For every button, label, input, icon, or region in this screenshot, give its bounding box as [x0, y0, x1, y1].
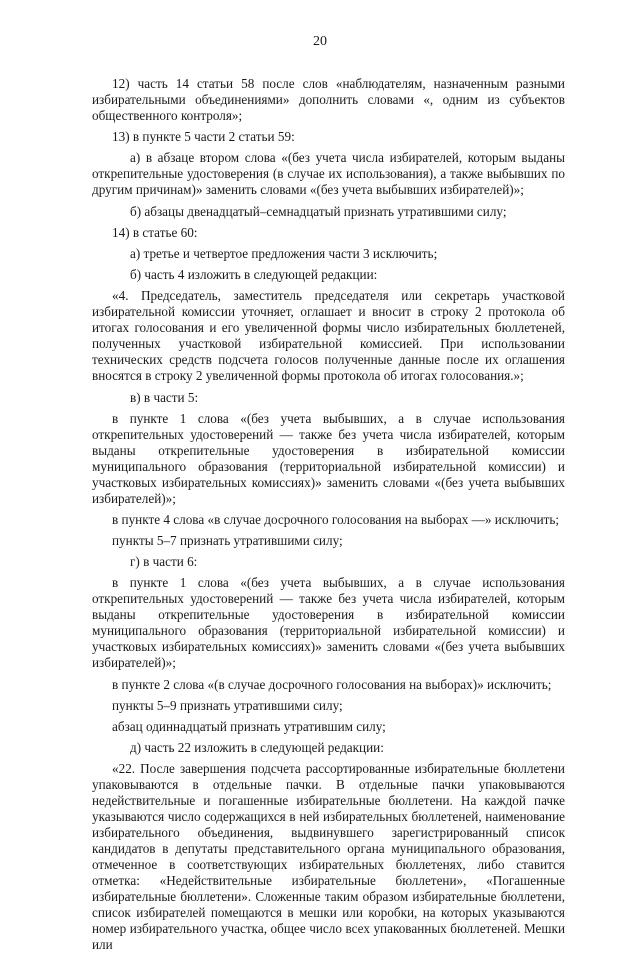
- paragraph-subitem-a: а) третье и четвертое предложения части 3 исключить;: [130, 245, 438, 261]
- page-number: 20: [313, 34, 327, 49]
- paragraph-text: пункты 5–9 признать утратившими силу;: [112, 697, 343, 713]
- paragraph-subitem-b: б) часть 4 изложить в следующей редакции:: [130, 267, 378, 283]
- quoted-part-22: «22. После завершения подсчета рассортированные избирательные бюллетени упаковываются в отдельные пачки. В отдельные пачки упаковываются недействительные и погашенные избирательные бюллетени. На каждой пачке указываются число содержащихся в ней избирательных бюллетеней, наименование избирательного объединения, выдвинувшего зарегистрированный список кандидатов в депутаты представительного органа муниципального образования, отмеченное в соответствующих избирательных бюллетенях, либо ставится отметка: «Недействительные избирательные бюллетени», «Погашенные избирательные бюллетени». Сложенные таким образом избирательные бюллетени, список избирателей помещаются в мешки или коробки, на которых указываются номер избирательного участка, общее число всех упакованных бюллетеней. Мешки или: [92, 761, 565, 953]
- paragraph-text: в пункте 1 слова «(без учета выбывших, а в случае использования открепительных удостоверений — также без учета числа избирателей, которым выданы открепительные удостоверения в избирательной комиссии муниципального образования (территориальной избирательной комиссии) и участковых избирательных комиссиях)» заменить словами «(без учета выбывших избирателей)»;: [92, 575, 565, 671]
- paragraph-text: пункты 5–7 признать утратившими силу;: [112, 533, 343, 549]
- paragraph-text: в пункте 4 слова «в случае досрочного голосования на выборах —» исключить;: [112, 511, 560, 527]
- paragraph-subitem-v: в) в части 5:: [130, 389, 199, 405]
- paragraph-subitem-d: д) часть 22 изложить в следующей редакции:: [130, 740, 384, 756]
- paragraph-subitem-g: г) в части 6:: [130, 554, 198, 570]
- paragraph-item-12: 12) часть 14 статьи 58 после слов «наблюдателям, назначенным разными избирательными объединениями» дополнить словами «, одним из субъектов общественного контроля»;: [92, 76, 565, 123]
- document-body: [92, 76, 565, 959]
- paragraph-item-13: 13) в пункте 5 части 2 статьи 59:: [112, 129, 295, 145]
- paragraph-text: в пункте 1 слова «(без учета выбывших, а в случае использования открепительных удостоверений — также без учета числа избирателей, которым выданы открепительные удостоверения в избирательной комиссии муниципального образования (территориальной избирательной комиссии) и участковых избирательных комиссиях)» заменить словами «(без учета выбывших избирателей)»;: [92, 410, 565, 506]
- paragraph-text: абзац одиннадцатый признать утратившим силу;: [112, 719, 386, 734]
- paragraph-subitem-a: а) в абзаце втором слова «(без учета числа избирателей, которым выданы открепительные удостоверения (в случае их использования), а также выбывших по другим причинам)» заменить словами «(без учета выбывших избирателей)»;: [92, 150, 565, 198]
- quoted-part-4: «4. Председатель, заместитель председателя или секретарь участковой избирательной комиссии уточняет, оглашает и вносит в строку 2 протокола об итогах голосования и его увеличенной формы число избирательных бюллетеней, полученных участковой избирательной комиссией. При использовании технических средств подсчета голосов полученные данные после их оглашения вносятся в строку 2 увеличенной формы протокола об итогах голосования.»;: [92, 288, 565, 384]
- paragraph-subitem-b: б) абзацы двенадцатый–семнадцатый признать утратившими силу;: [130, 203, 507, 219]
- paragraph-item-14: 14) в статье 60:: [112, 224, 198, 240]
- paragraph-text: в пункте 2 слова «(в случае досрочного голосования на выборах)» исключить;: [112, 676, 552, 692]
